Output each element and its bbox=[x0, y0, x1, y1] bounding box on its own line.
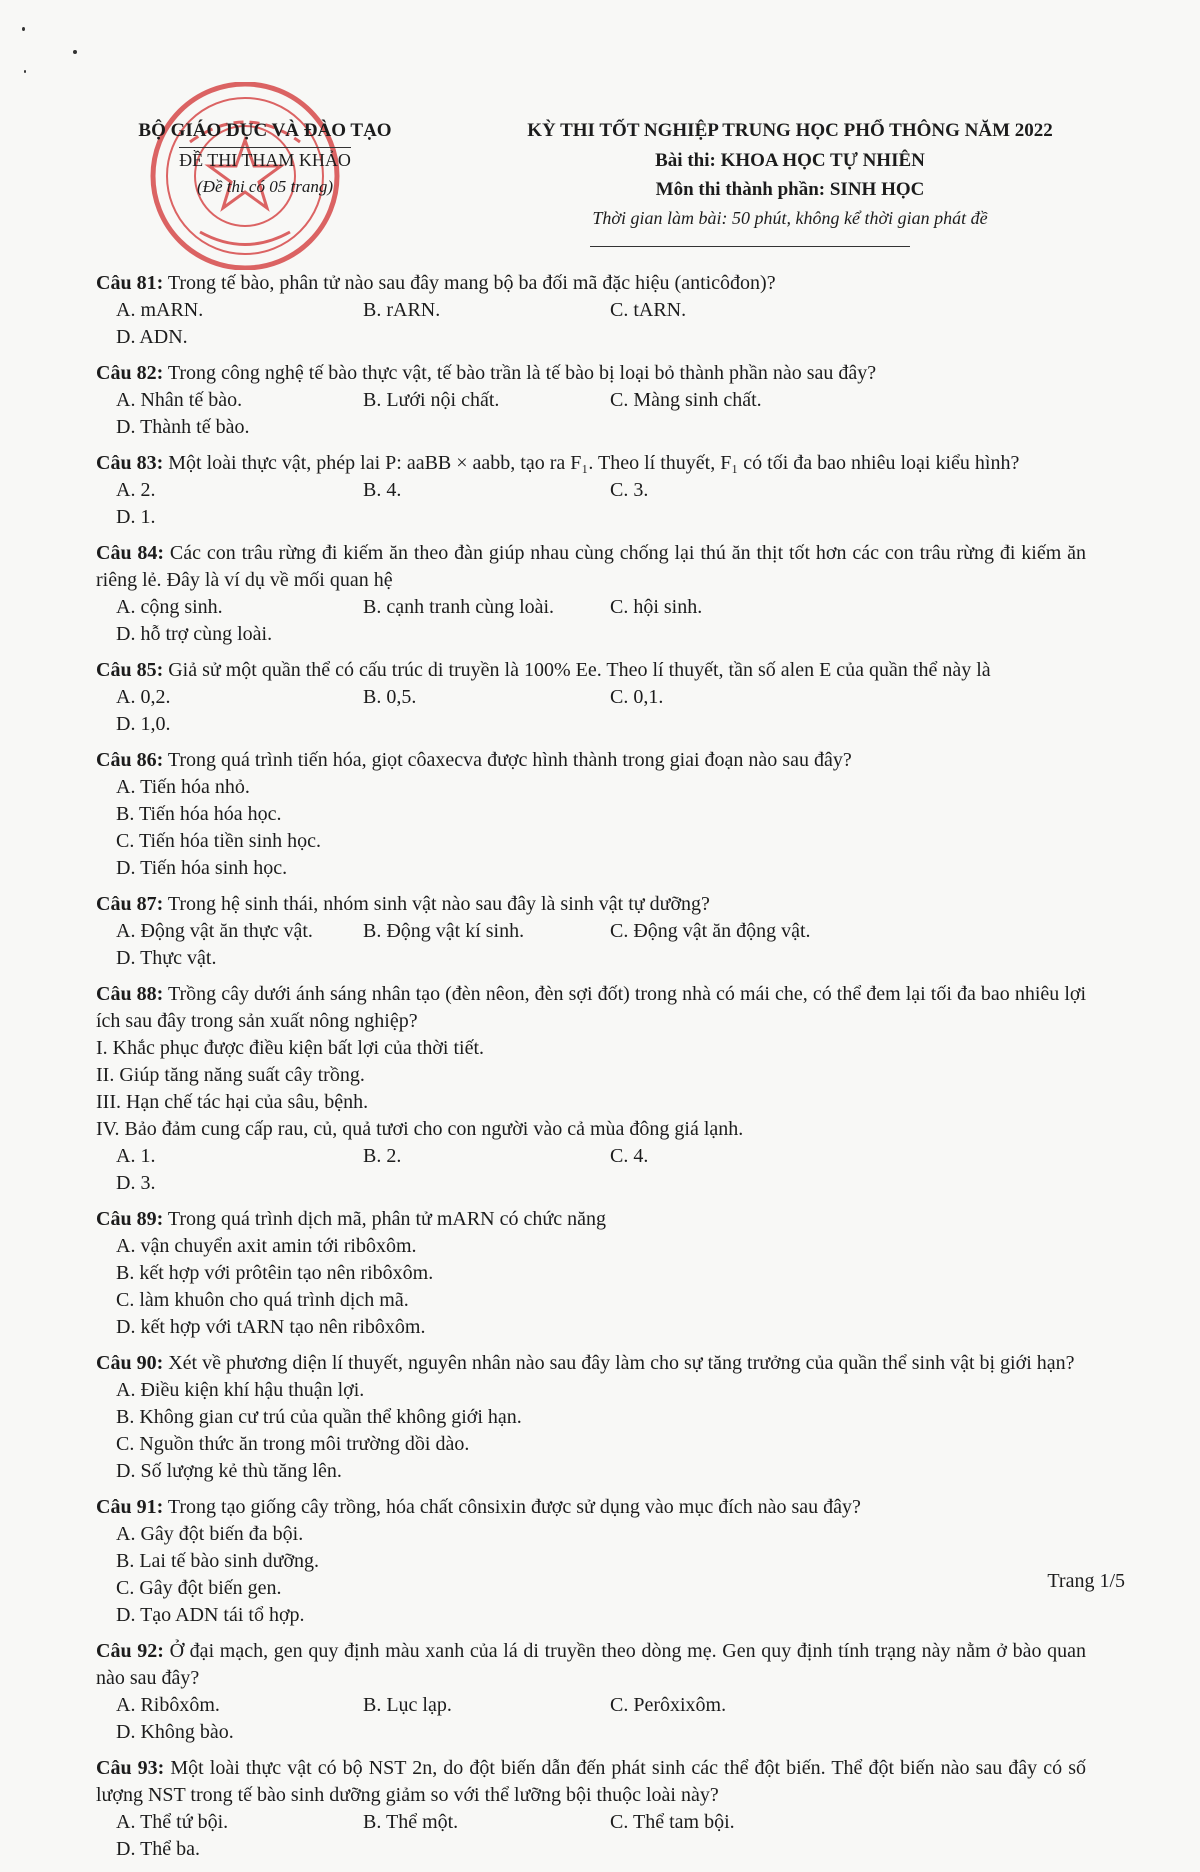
ministry-name: BỘ GIÁO DỤC VÀ ĐÀO TẠO bbox=[138, 120, 392, 141]
question-number: Câu 83: bbox=[96, 452, 164, 474]
option-d: D. 1,0. bbox=[116, 713, 171, 735]
answer-options bbox=[96, 1143, 1086, 1197]
option-d: D. Không bào. bbox=[116, 1721, 234, 1743]
exam-component: Môn thi thành phần: SINH HỌC bbox=[655, 179, 925, 200]
answer-options bbox=[96, 477, 1086, 531]
option-d: D. kết hợp với tARN tạo nên ribôxôm. bbox=[116, 1316, 426, 1338]
question-number: Câu 85: bbox=[96, 659, 164, 681]
option-b: B. cạnh tranh cùng loài. bbox=[363, 596, 555, 618]
option-a: A. vận chuyển axit amin tới ribôxôm. bbox=[116, 1235, 417, 1257]
question bbox=[96, 1638, 1086, 1746]
option-d: D. ADN. bbox=[116, 326, 188, 348]
question-text: Một loài thực vật, phép lai P: aaBB × aabb, tạo ra F₁. Theo lí thuyết, F₁ có tối đa bao nhiêu loại kiểu hình? bbox=[163, 452, 1020, 474]
question-number: Câu 88: bbox=[96, 983, 164, 1005]
exam-title: KỲ THI TỐT NGHIỆP TRUNG HỌC PHỔ THÔNG NĂM 2022 bbox=[527, 120, 1053, 141]
option-c: C. 0,1. bbox=[610, 686, 664, 708]
option-a: A. 0,2. bbox=[116, 686, 171, 708]
option-c: C. Thể tam bội. bbox=[610, 1811, 735, 1833]
option-a: A. mARN. bbox=[116, 299, 204, 321]
exam-time: Thời gian làm bài: 50 phút, không kể thời gian phát đề bbox=[592, 208, 988, 228]
scan-speck bbox=[24, 70, 26, 73]
option-a: A. cộng sinh. bbox=[116, 596, 223, 618]
question-number: Câu 86: bbox=[96, 749, 164, 771]
answer-options bbox=[96, 1521, 1086, 1629]
option-b: B. 4. bbox=[363, 479, 402, 501]
option-b: B. Lai tế bào sinh dưỡng. bbox=[116, 1550, 320, 1572]
question-text: Một loài thực vật có bộ NST 2n, do đột biến dẫn đến phát sinh các thể đột biến. Thể đột biến nào sau đây có số lượng NST trong tế bào sinh dưỡng giảm so với thể lưỡng bội thuộc loài này? bbox=[96, 1757, 1086, 1806]
exam-type: ĐỀ THI THAM KHẢO bbox=[179, 147, 351, 170]
option-d: D. Tạo ADN tái tổ hợp. bbox=[116, 1604, 305, 1626]
scan-speck bbox=[73, 50, 77, 54]
question bbox=[96, 891, 1086, 972]
option-a: A. Gây đột biến đa bội. bbox=[116, 1523, 304, 1545]
question-number: Câu 89: bbox=[96, 1208, 164, 1230]
question-text: Trong quá trình dịch mã, phân tử mARN có chức năng bbox=[163, 1208, 606, 1230]
option-c: C. hội sinh. bbox=[610, 596, 703, 618]
question-text: Trồng cây dưới ánh sáng nhân tạo (đèn nêon, đèn sợi đốt) trong nhà có mái che, có thể đem lại tối đa bao nhiêu lợi ích sau đây trong sản xuất nông nghiệp? bbox=[96, 983, 1087, 1032]
option-d: D. 1. bbox=[116, 506, 156, 528]
question-text: Trong tế bào, phân tử nào sau đây mang bộ ba đối mã đặc hiệu (anticôđon)? bbox=[163, 272, 776, 294]
option-d: D. 3. bbox=[116, 1172, 156, 1194]
option-a: A. Tiến hóa nhỏ. bbox=[116, 776, 250, 798]
option-a: A. Động vật ăn thực vật. bbox=[116, 920, 313, 942]
question-text: Xét về phương diện lí thuyết, nguyên nhân nào sau đây làm cho sự tăng trưởng của quần thể sinh vật bị giới hạn? bbox=[163, 1352, 1075, 1374]
question bbox=[96, 1350, 1086, 1485]
option-a: A. Ribôxôm. bbox=[116, 1694, 220, 1716]
question bbox=[96, 1755, 1086, 1863]
answer-options bbox=[96, 684, 1086, 738]
option-c: C. Gây đột biến gen. bbox=[116, 1577, 282, 1599]
statement: III. Hạn chế tác hại của sâu, bệnh. bbox=[96, 1091, 369, 1113]
option-c: C. Màng sinh chất. bbox=[610, 389, 762, 411]
question bbox=[96, 270, 1086, 351]
question-number: Câu 81: bbox=[96, 272, 164, 294]
question-text: Ở đại mạch, gen quy định màu xanh của lá di truyền theo dòng mẹ. Gen quy định tính trạng này nằm ở bào quan nào sau đây? bbox=[96, 1640, 1086, 1689]
option-b: B. Lục lạp. bbox=[363, 1694, 452, 1716]
option-a: A. Nhân tế bào. bbox=[116, 389, 243, 411]
header-divider bbox=[590, 246, 910, 247]
question-number: Câu 91: bbox=[96, 1496, 164, 1518]
option-b: B. Lưới nội chất. bbox=[363, 389, 500, 411]
answer-options bbox=[96, 918, 1086, 972]
answer-options bbox=[96, 387, 1086, 441]
question-number: Câu 92: bbox=[96, 1640, 164, 1662]
question bbox=[96, 360, 1086, 441]
option-d: D. Tiến hóa sinh học. bbox=[116, 857, 288, 879]
page-count: (Đề thi có 05 trang) bbox=[197, 177, 333, 196]
option-d: D. Số lượng kẻ thù tăng lên. bbox=[116, 1460, 342, 1482]
question bbox=[96, 1206, 1086, 1341]
option-c: C. làm khuôn cho quá trình dịch mã. bbox=[116, 1289, 409, 1311]
answer-options bbox=[96, 1377, 1086, 1485]
statement: I. Khắc phục được điều kiện bất lợi của thời tiết. bbox=[96, 1037, 485, 1059]
question bbox=[96, 1494, 1086, 1629]
header-right bbox=[440, 120, 1140, 229]
question-text: Trong hệ sinh thái, nhóm sinh vật nào sau đây là sinh vật tự dưỡng? bbox=[163, 893, 710, 915]
option-d: D. Thể ba. bbox=[116, 1838, 201, 1860]
question-number: Câu 84: bbox=[96, 542, 165, 564]
option-d: D. hỗ trợ cùng loài. bbox=[116, 623, 273, 645]
question bbox=[96, 981, 1086, 1197]
option-d: D. Thực vật. bbox=[116, 947, 217, 969]
option-a: A. 2. bbox=[116, 479, 156, 501]
scan-speck bbox=[22, 27, 25, 31]
question bbox=[96, 450, 1086, 531]
option-a: A. Thể tứ bội. bbox=[116, 1811, 229, 1833]
option-b: B. Tiến hóa hóa học. bbox=[116, 803, 282, 825]
answer-options bbox=[96, 594, 1086, 648]
question-number: Câu 87: bbox=[96, 893, 164, 915]
option-b: B. Không gian cư trú của quần thể không giới hạn. bbox=[116, 1406, 522, 1428]
exam-subject: Bài thi: KHOA HỌC TỰ NHIÊN bbox=[655, 150, 925, 171]
answer-options bbox=[96, 1233, 1086, 1341]
question-number: Câu 82: bbox=[96, 362, 164, 384]
option-a: A. 1. bbox=[116, 1145, 156, 1167]
answer-options bbox=[96, 1809, 1086, 1863]
question-number: Câu 93: bbox=[96, 1757, 165, 1779]
answer-options bbox=[96, 297, 1086, 351]
question-text: Giả sử một quần thể có cấu trúc di truyền là 100% Ee. Theo lí thuyết, tần số alen E của quần thể này là bbox=[163, 659, 991, 681]
question-text: Các con trâu rừng đi kiếm ăn theo đàn giúp nhau cùng chống lại thú ăn thịt tốt hơn các con trâu rừng đi kiếm ăn riêng lẻ. Đây là ví dụ về mối quan hệ bbox=[96, 542, 1086, 591]
answer-options bbox=[96, 774, 1086, 882]
option-c: C. 3. bbox=[610, 479, 649, 501]
option-c: C. 4. bbox=[610, 1145, 649, 1167]
question bbox=[96, 657, 1086, 738]
statement: II. Giúp tăng năng suất cây trồng. bbox=[96, 1064, 365, 1086]
option-d: D. Thành tế bào. bbox=[116, 416, 250, 438]
question bbox=[96, 747, 1086, 882]
option-b: B. Động vật kí sinh. bbox=[363, 920, 525, 942]
option-b: B. 2. bbox=[363, 1145, 402, 1167]
page-number: Trang 1/5 bbox=[1047, 1570, 1125, 1592]
option-c: C. Tiến hóa tiền sinh học. bbox=[116, 830, 322, 852]
option-a: A. Điều kiện khí hậu thuận lợi. bbox=[116, 1379, 365, 1401]
question-text: Trong công nghệ tế bào thực vật, tế bào trần là tế bào bị loại bỏ thành phần nào sau đây? bbox=[163, 362, 877, 384]
option-b: B. Thể một. bbox=[363, 1811, 459, 1833]
statement: IV. Bảo đảm cung cấp rau, củ, quả tươi cho con người vào cả mùa đông giá lạnh. bbox=[96, 1118, 744, 1140]
option-b: B. rARN. bbox=[363, 299, 441, 321]
option-c: C. Perôxixôm. bbox=[610, 1694, 727, 1716]
question-text: Trong tạo giống cây trồng, hóa chất cônsixin được sử dụng vào mục đích nào sau đây? bbox=[163, 1496, 861, 1518]
question-list bbox=[96, 270, 1086, 1872]
option-b: B. kết hợp với prôtêin tạo nên ribôxôm. bbox=[116, 1262, 434, 1284]
header-left bbox=[100, 120, 430, 197]
question bbox=[96, 540, 1086, 648]
option-c: C. tARN. bbox=[610, 299, 687, 321]
question-number: Câu 90: bbox=[96, 1352, 164, 1374]
option-c: C. Nguồn thức ăn trong môi trường dồi dào. bbox=[116, 1433, 470, 1455]
question-text: Trong quá trình tiến hóa, giọt côaxecva được hình thành trong giai đoạn nào sau đây? bbox=[163, 749, 852, 771]
answer-options bbox=[96, 1692, 1086, 1746]
option-b: B. 0,5. bbox=[363, 686, 417, 708]
option-c: C. Động vật ăn động vật. bbox=[610, 920, 811, 942]
